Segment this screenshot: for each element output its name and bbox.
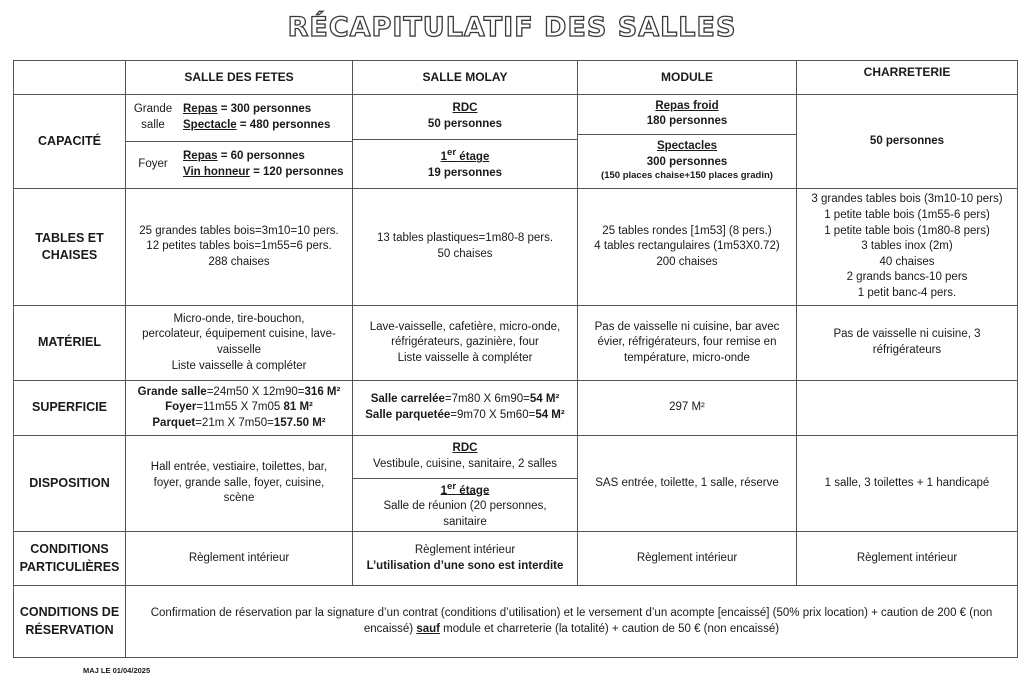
capacite-module bbox=[578, 95, 797, 189]
row-header-materiel: MATÉRIEL bbox=[14, 306, 126, 381]
tables-module: 25 tables rondes [1m53] (8 pers.) 4 tables rectangulaires (1m53X0.72) 200 chaises bbox=[578, 189, 797, 306]
disposition-charreterie: 1 salle, 3 toilettes + 1 handicapé bbox=[797, 436, 1018, 532]
row-disposition bbox=[14, 436, 1018, 532]
foyer-label: Foyer bbox=[126, 142, 180, 189]
module-repas-capacity: Repas froid 180 personnes bbox=[646, 99, 728, 128]
tables-molay: 13 tables plastiques=1m80-8 pers. 50 chaises bbox=[353, 189, 578, 306]
conditions-molay: Règlement intérieur L’utilisation d’une sono est interdite bbox=[353, 532, 578, 586]
tables-charreterie: 3 grandes tables bois (3m10-10 pers) 1 petite table bois (1m55-6 pers) 1 petite table bois (1m80-8 pers) 3 tables inox (2m) 40 chaises 2 grands bancs-10 pers 1 petit banc-4 pers. bbox=[797, 189, 1018, 306]
module-spectacles-capacity: Spectacles 300 personnes (150 places chaise+150 places gradin) bbox=[578, 134, 796, 188]
recap-table bbox=[13, 60, 1018, 658]
grande-salle-capacity: Repas = 300 personnes Spectacle = 480 personnes bbox=[183, 103, 331, 131]
materiel-molay: Lave-vaisselle, cafetière, micro-onde, réfrigérateurs, gazinière, four Liste vaisselle à compléter bbox=[353, 306, 578, 381]
column-header-salle-des-fetes: SALLE DES FETES bbox=[126, 61, 353, 95]
materiel-salle-des-fetes: Micro-onde, tire-bouchon, percolateur, équipement cuisine, lave- vaisselle Liste vaisselle à compléter bbox=[126, 306, 353, 381]
row-header-conditions-reservation: CONDITIONS DE RÉSERVATION bbox=[14, 586, 126, 658]
capacite-salle-des-fetes bbox=[126, 95, 353, 189]
superficie-module: 297 M² bbox=[578, 381, 797, 436]
update-date: MAJ LE 01/04/2025 bbox=[83, 666, 151, 675]
capacite-molay bbox=[353, 95, 578, 189]
superficie-molay: Salle carrelée=7m80 X 6m90=54 M² Salle parquetée=9m70 X 5m60=54 M² bbox=[353, 381, 578, 436]
column-header-charreterie: CHARRETERIE bbox=[797, 61, 1018, 95]
superficie-charreterie bbox=[797, 381, 1018, 436]
row-header-disposition: DISPOSITION bbox=[14, 436, 126, 532]
conditions-module: Règlement intérieur bbox=[578, 532, 797, 586]
molay-etage-disposition: 1er étage Salle de réunion (20 personnes, sanitaire bbox=[353, 478, 577, 531]
molay-etage-capacity: 1er étage 19 personnes bbox=[353, 139, 577, 188]
row-header-capacite: CAPACITÉ bbox=[14, 95, 126, 189]
row-header-conditions-particulieres: CONDITIONS PARTICULIÈRES bbox=[14, 532, 126, 586]
molay-rdc-disposition: RDC Vestibule, cuisine, sanitaire, 2 salles bbox=[372, 442, 558, 470]
conditions-reservation-text: Confirmation de réservation par la signature d’un contrat (conditions d’utilisation) et le versement d’un acompte [encaissé] (50% prix location) + caution de 200 € (non encaissé) sauf module et charreterie (la totalité) + caution de 50 € (non encaissé) bbox=[126, 586, 1018, 658]
row-materiel bbox=[14, 306, 1018, 381]
row-conditions-particulieres bbox=[14, 532, 1018, 586]
disposition-salle-des-fetes: Hall entrée, vestiaire, toilettes, bar, foyer, grande salle, foyer, cuisine, scène bbox=[126, 436, 353, 532]
tables-salle-des-fetes: 25 grandes tables bois=3m10=10 pers. 12 petites tables bois=1m55=6 pers. 288 chaises bbox=[126, 189, 353, 306]
foyer-capacity: Repas = 60 personnes Vin honneur = 120 personnes bbox=[180, 142, 352, 189]
row-conditions-reservation bbox=[14, 586, 1018, 658]
grande-salle-label: Grande salle bbox=[133, 103, 173, 131]
disposition-molay bbox=[353, 436, 578, 532]
conditions-salle-des-fetes: Règlement intérieur bbox=[126, 532, 353, 586]
row-header-superficie: SUPERFICIE bbox=[14, 381, 126, 436]
materiel-charreterie: Pas de vaisselle ni cuisine, 3 réfrigérateurs bbox=[797, 306, 1018, 381]
column-header-salle-molay: SALLE MOLAY bbox=[353, 61, 578, 95]
header-row bbox=[14, 61, 1018, 95]
disposition-module: SAS entrée, toilette, 1 salle, réserve bbox=[578, 436, 797, 532]
materiel-module: Pas de vaisselle ni cuisine, bar avec évier, réfrigérateurs, four remise en température, micro-onde bbox=[578, 306, 797, 381]
page-title: RÉCAPITULATIF DES SALLES bbox=[287, 12, 737, 43]
corner-cell bbox=[14, 61, 126, 95]
conditions-charreterie: Règlement intérieur bbox=[797, 532, 1018, 586]
row-header-tables: TABLES ET CHAISES bbox=[14, 189, 126, 306]
superficie-salle-des-fetes: Grande salle=24m50 X 12m90=316 M² Foyer=11m55 X 7m05 81 M² Parquet=21m X 7m50=157.50 M² bbox=[126, 381, 353, 436]
molay-rdc-capacity: RDC 50 personnes bbox=[427, 102, 503, 130]
row-capacite bbox=[14, 95, 1018, 189]
capacite-charreterie: 50 personnes bbox=[797, 95, 1018, 189]
row-tables bbox=[14, 189, 1018, 306]
row-superficie bbox=[14, 381, 1018, 436]
column-header-module: MODULE bbox=[578, 61, 797, 95]
